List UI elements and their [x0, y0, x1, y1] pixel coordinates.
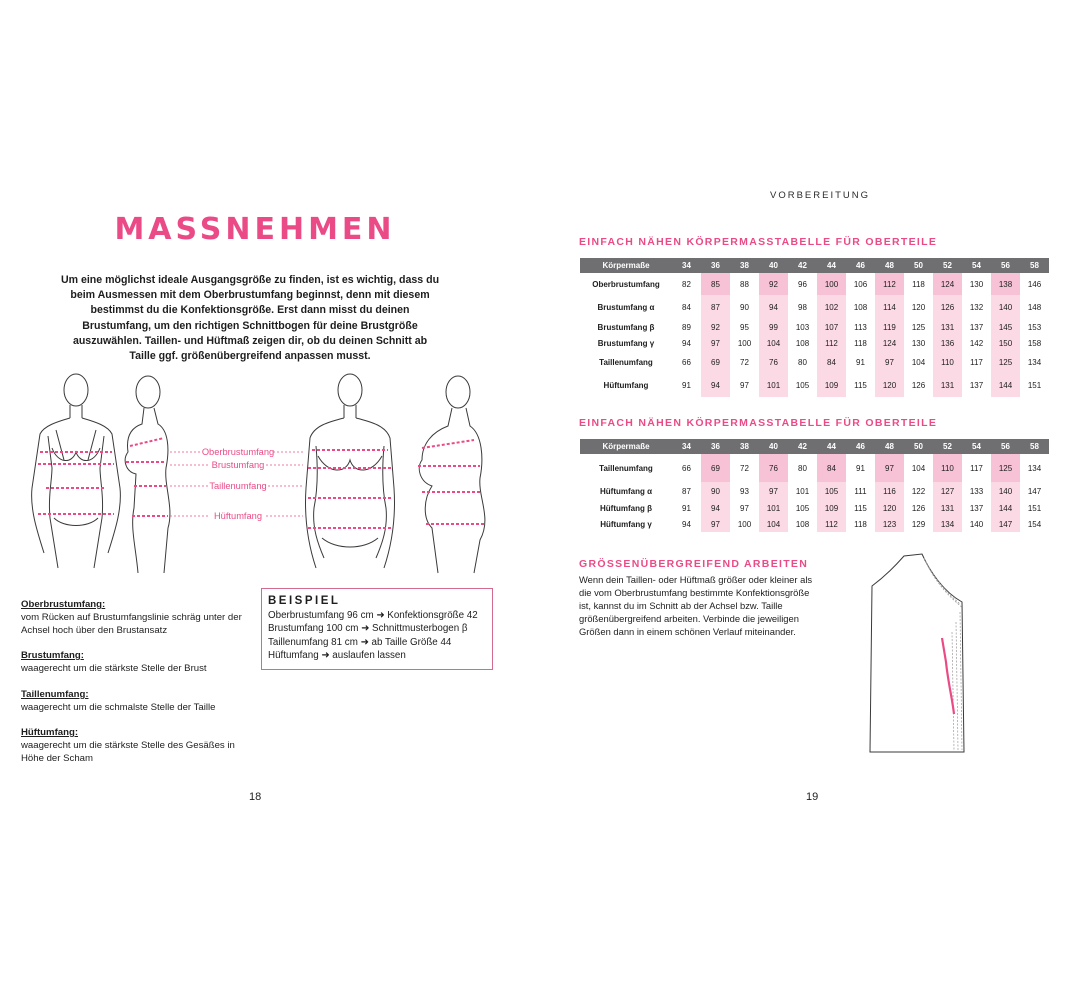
size-header: 50 [904, 439, 933, 454]
table-cell: 96 [798, 279, 807, 289]
table-cell: 91 [682, 381, 691, 390]
table-cell: 134 [1027, 358, 1042, 367]
table-cell: 92 [701, 319, 730, 335]
figure-front-curvy [305, 374, 394, 568]
table-cell: 117 [970, 463, 983, 473]
intro-paragraph: Um eine möglichst ideale Ausgangsgröße zu finden, ist es wichtig, dass du beim Ausmessen mit dem Oberbrustumfang beginnst, denn mit diesem bestimmst du die Konfektionsgröße. Erst dann misst du deinen Brustumfang, um den richtigen Schnittbogen für deine Brustgröße auszuwählen. Taillen- und Hüftmaß zeigen dir, ob du deinen Schnitt ab Taille ggf. größenübergreifend anpassen musst. [60, 274, 440, 363]
table-cell: 140 [991, 482, 1020, 500]
table-cell: 97 [740, 503, 749, 513]
table-cell: 76 [759, 454, 788, 482]
pattern-piece-illustration [860, 552, 970, 760]
table-cell: 147 [1027, 486, 1042, 496]
table-cell: 85 [701, 273, 730, 295]
table-row [580, 500, 1049, 516]
table-cell: 84 [817, 454, 846, 482]
size-header: 40 [759, 439, 788, 454]
figure-side-slim [125, 376, 170, 573]
table-cell: 130 [911, 338, 926, 348]
table-cell: 105 [795, 381, 810, 390]
table-cell: 119 [875, 319, 904, 335]
size-header: 48 [875, 439, 904, 454]
row-label: Brustumfang β [597, 322, 655, 332]
table-cell: 114 [875, 295, 904, 319]
size-header: 56 [991, 258, 1020, 273]
table-cell: 72 [740, 358, 749, 367]
body-measurement-illustration [18, 368, 498, 580]
table-cell: 91 [856, 358, 865, 367]
table-cell: 100 [737, 338, 752, 348]
figure-front-slim [32, 374, 121, 568]
table-row [580, 482, 1049, 500]
size-header: 48 [875, 258, 904, 273]
table-cell: 112 [875, 273, 904, 295]
table-cell: 100 [737, 519, 752, 529]
table-row [580, 319, 1049, 335]
page-title: MASSNEHMEN [114, 212, 396, 247]
measurement-taillenumfang [21, 688, 251, 714]
column-header-label: Körpermaße [580, 258, 672, 273]
table-cell: 80 [798, 463, 807, 473]
table-cell: 146 [1027, 279, 1042, 289]
size-header: 34 [672, 439, 701, 454]
measurement-text: vom Rücken auf Brustumfangslinie schräg unter der Achsel hoch über den Brustansatz [21, 612, 242, 636]
table-cell: 88 [740, 279, 749, 289]
measurement-text: waagerecht um die stärkste Stelle der Brust [21, 663, 207, 674]
table-cell: 69 [701, 454, 730, 482]
table-cell: 66 [682, 358, 691, 367]
table-cell: 69 [701, 351, 730, 374]
table-cell: 104 [911, 463, 926, 473]
table-cell: 97 [759, 482, 788, 500]
table2-title: EINFACH NÄHEN KÖRPERMASSTABELLE FÜR OBERTEILE [579, 417, 938, 429]
table-cell: 144 [991, 500, 1020, 516]
size-header: 36 [701, 439, 730, 454]
table-cell: 117 [970, 358, 983, 367]
table-cell: 97 [875, 351, 904, 374]
table-cell: 107 [817, 319, 846, 335]
table-cell: 148 [1027, 302, 1042, 312]
label-brustumfang: Brustumfang [211, 460, 265, 470]
size-header: 40 [759, 258, 788, 273]
size-header: 44 [817, 439, 846, 454]
table-cell: 131 [933, 500, 962, 516]
groessen-title: GRÖSSENÜBERGREIFEND ARBEITEN [579, 558, 809, 570]
table-cell: 142 [969, 338, 984, 348]
table-cell: 154 [1027, 519, 1042, 529]
measurement-title: Brustumfang: [21, 650, 84, 661]
table-row [580, 295, 1049, 319]
size-header: 36 [701, 258, 730, 273]
table-cell: 118 [854, 338, 867, 348]
table-cell: 151 [1027, 381, 1042, 390]
table-cell: 151 [1027, 503, 1042, 513]
size-header: 46 [846, 439, 875, 454]
table-cell: 132 [969, 302, 984, 312]
table-cell: 111 [854, 486, 867, 496]
table-cell: 94 [701, 374, 730, 397]
row-label: Taillenumfang [599, 463, 653, 473]
table-cell: 94 [682, 338, 691, 348]
table-cell: 94 [701, 500, 730, 516]
row-label: Hüftumfang [603, 381, 649, 390]
table-cell: 125 [911, 322, 926, 332]
table-cell: 134 [933, 516, 962, 532]
table-cell: 125 [991, 454, 1020, 482]
table-cell: 120 [875, 374, 904, 397]
measurement-text: waagerecht um die schmalste Stelle der Taille [21, 702, 216, 713]
table-cell: 87 [701, 295, 730, 319]
table-cell: 134 [1027, 463, 1042, 473]
beispiel-line: Taillenumfang 81 cm ➜ ab Taille Größe 44 [268, 636, 452, 648]
table-cell: 137 [969, 322, 984, 332]
table-cell: 118 [854, 519, 867, 529]
table-cell: 158 [1027, 338, 1042, 348]
row-label: Brustumfang γ [597, 338, 655, 348]
table-cell: 147 [991, 516, 1020, 532]
table-cell: 92 [759, 273, 788, 295]
table-row [580, 454, 1049, 482]
table-cell: 93 [740, 486, 749, 496]
table-row [580, 273, 1049, 295]
table-cell: 101 [795, 486, 810, 496]
table-cell: 101 [759, 374, 788, 397]
table-cell: 90 [740, 302, 749, 312]
size-header: 44 [817, 258, 846, 273]
table-cell: 66 [682, 463, 691, 473]
table-cell: 90 [701, 482, 730, 500]
table-cell: 101 [759, 500, 788, 516]
size-header: 50 [904, 258, 933, 273]
row-label: Hüftumfang α [599, 486, 653, 496]
table-cell: 87 [682, 486, 691, 496]
table-cell: 137 [969, 381, 984, 390]
table-cell: 127 [933, 482, 962, 500]
table-cell: 104 [759, 516, 788, 532]
page-number-right: 19 [806, 791, 819, 803]
measurement-title: Hüftumfang: [21, 727, 79, 738]
table-cell: 124 [875, 335, 904, 351]
size-header: 56 [991, 439, 1020, 454]
table-cell: 97 [701, 335, 730, 351]
table-cell: 153 [1027, 322, 1042, 332]
table-row [580, 374, 1049, 397]
table-cell: 115 [854, 503, 867, 513]
table-cell: 100 [817, 273, 846, 295]
column-header-label: Körpermaße [580, 439, 672, 454]
table-cell: 138 [991, 273, 1020, 295]
table-cell: 145 [991, 319, 1020, 335]
table-cell: 150 [991, 335, 1020, 351]
table-row [580, 351, 1049, 374]
table-cell: 115 [854, 381, 867, 390]
beispiel-line: Hüftumfang ➜ auslaufen lassen [268, 650, 406, 662]
size-header: 42 [788, 439, 817, 454]
table-cell: 72 [740, 463, 749, 473]
row-label: Taillenumfang [599, 358, 653, 367]
table-cell: 97 [875, 454, 904, 482]
measurement-title: Taillenumfang: [21, 689, 89, 700]
size-header: 54 [962, 439, 991, 454]
table-cell: 126 [933, 295, 962, 319]
table-cell: 120 [911, 302, 926, 312]
table-cell: 126 [911, 381, 926, 390]
table-cell: 95 [740, 322, 749, 332]
table-cell: 94 [682, 519, 691, 529]
table-cell: 130 [969, 279, 984, 289]
beispiel-line: Oberbrustumfang 96 cm ➜ Konfektionsgröße 42 [268, 610, 478, 621]
label-hueftumfang: Hüftumfang [213, 511, 263, 521]
table-cell: 124 [933, 273, 962, 295]
table-cell: 104 [911, 358, 926, 367]
measurement-text: waagerecht um die stärkste Stelle des Gesäßes in Höhe der Scham [21, 740, 235, 764]
table-cell: 106 [853, 279, 868, 289]
size-header: 46 [846, 258, 875, 273]
table-cell: 104 [759, 335, 788, 351]
table-cell: 112 [817, 335, 846, 351]
label-taillenumfang: Taillenumfang [209, 481, 267, 491]
table-cell: 131 [933, 374, 962, 397]
beispiel-line: Brustumfang 100 cm ➜ Schnittmusterbogen β [268, 623, 468, 635]
table-cell: 105 [817, 482, 846, 500]
table-cell: 129 [911, 519, 926, 529]
measurement-oberbrustumfang [21, 598, 251, 637]
size-header: 58 [1020, 258, 1049, 273]
table-cell: 89 [682, 322, 691, 332]
table-cell: 144 [991, 374, 1020, 397]
table-cell: 133 [969, 486, 984, 496]
measurement-title: Oberbrustumfang: [21, 599, 106, 610]
table-cell: 140 [991, 295, 1020, 319]
table-cell: 80 [798, 358, 807, 367]
size-header: 38 [730, 258, 759, 273]
table-cell: 98 [798, 302, 807, 312]
size-header: 34 [672, 258, 701, 273]
table-row [580, 516, 1049, 532]
size-header: 54 [962, 258, 991, 273]
table-cell: 105 [795, 503, 810, 513]
table-cell: 137 [969, 503, 984, 513]
table-cell: 94 [759, 295, 788, 319]
running-head: VORBEREITUNG [770, 190, 871, 201]
beispiel-box [261, 588, 493, 670]
size-table-2 [580, 439, 1049, 532]
table-cell: 122 [911, 486, 926, 496]
label-oberbrustumfang: Oberbrustumfang [201, 447, 275, 457]
size-table-1 [580, 258, 1049, 397]
row-label: Oberbrustumfang [592, 279, 660, 289]
table-cell: 76 [759, 351, 788, 374]
table-cell: 136 [933, 335, 962, 351]
table-cell: 110 [933, 454, 962, 482]
size-header: 52 [933, 439, 962, 454]
table-cell: 108 [795, 519, 810, 529]
table-cell: 126 [911, 503, 926, 513]
table-cell: 84 [682, 302, 691, 312]
figure-side-curvy [419, 376, 485, 573]
table-cell: 140 [969, 519, 984, 529]
table-cell: 131 [933, 319, 962, 335]
measurement-hueftumfang [21, 726, 251, 765]
table-cell: 108 [853, 302, 868, 312]
table-cell: 99 [759, 319, 788, 335]
table-cell: 108 [795, 338, 810, 348]
groessen-text: Wenn dein Taillen- oder Hüftmaß größer oder kleiner als die vom Oberbrustumfang bestimmte Konfektionsgröße ist, kannst du im Schnitt ab der Achsel bzw. Taille größenübergreifend arbeiten. Verbinde die jeweiligen Größen dann in einem schönen Verlauf miteinander. [579, 574, 813, 637]
table-cell: 123 [875, 516, 904, 532]
row-label: Brustumfang α [597, 302, 655, 312]
table-cell: 118 [912, 279, 925, 289]
table-cell: 91 [682, 503, 691, 513]
size-header: 42 [788, 258, 817, 273]
row-label: Hüftumfang β [600, 503, 652, 513]
table-row [580, 335, 1049, 351]
table-cell: 109 [817, 500, 846, 516]
table-cell: 110 [933, 351, 962, 374]
table1-title: EINFACH NÄHEN KÖRPERMASSTABELLE FÜR OBERTEILE [579, 236, 938, 248]
table-cell: 97 [701, 516, 730, 532]
table-cell: 113 [854, 322, 867, 332]
table-cell: 116 [875, 482, 904, 500]
table-cell: 102 [817, 295, 846, 319]
table-cell: 112 [817, 516, 846, 532]
table-cell: 120 [875, 500, 904, 516]
measurement-brustumfang [21, 649, 251, 675]
table-cell: 97 [740, 381, 749, 390]
size-header: 38 [730, 439, 759, 454]
beispiel-heading: BEISPIEL [268, 595, 341, 607]
table-cell: 91 [856, 463, 865, 473]
table-cell: 82 [682, 279, 691, 289]
page-number-left: 18 [249, 791, 262, 803]
table-cell: 103 [795, 322, 810, 332]
row-label: Hüftumfang γ [600, 519, 652, 529]
table-cell: 109 [817, 374, 846, 397]
size-header: 52 [933, 258, 962, 273]
size-header: 58 [1020, 439, 1049, 454]
table-cell: 84 [817, 351, 846, 374]
table-cell: 125 [991, 351, 1020, 374]
